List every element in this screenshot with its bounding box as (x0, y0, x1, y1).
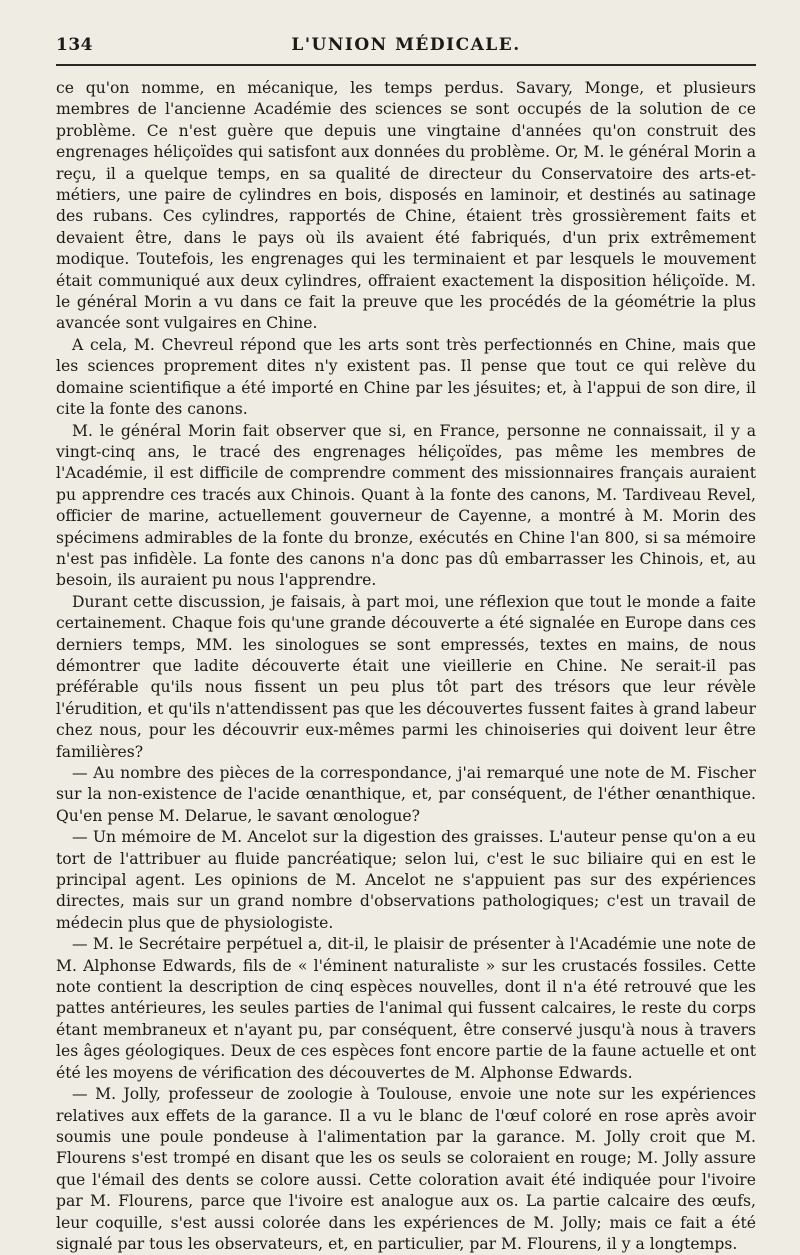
header-rule (56, 64, 756, 66)
article-body (56, 78, 756, 1255)
paragraph-chevreul-reply: A cela, M. Chevreul répond que les arts sont très perfectionnés en Chine, mais que les sciences proprement dites n'y existent pas. Il pense que tout ce qui relève du domaine scientifique a été importé en Chine par les jésuites; et, à l'appui de son dire, il cite la fonte des canons. (56, 335, 756, 419)
journal-title: L'UNION MÉDICALE. (291, 35, 521, 55)
paragraph-ancelot-memoir: — Un mémoire de M. Ancelot sur la digestion des graisses. L'auteur pense qu'on a eu tort de l'attribuer au fluide pancréatique; selon lui, c'est le suc biliaire qui en est le principal agent. Les opinions de M. Ancelot ne s'appuient pas sur des expériences directes, mais sur un grand nombre d'observations pathologiques; c'est un travail de médecin plus que de physiologiste. (56, 828, 756, 932)
paragraph-jolly-note: — M. Jolly, professeur de zoologie à Toulouse, envoie une note sur les expériences relatives aux effets de la garance. Il a vu le blanc de l'œuf coloré en rose après avoir soumis une poule pondeuse à l'alimentation par la garance. M. Jolly croit que M. Flourens s'est trompé en disant que les os seuls se coloraient en rouge; M. Jolly assure que l'émail des dents se colore aussi. Cette coloration avait été indiquée pour l'ivoire par M. Flourens, parce que l'ivoire est analogue aux os. La partie calcaire des œufs, leur coquille, s'est aussi colorée dans les expériences de M. Jolly; mais ce fait a été signalé par tous les observateurs, et, en particulier, par M. Flourens, il y a longtemps. (56, 1085, 756, 1253)
page-header (56, 0, 756, 60)
paragraph-reflection: Durant cette discussion, je faisais, à part moi, une réflexion que tout le monde a faite certainement. Chaque fois qu'une grande découverte a été signalée en Europe dans ces derniers temps, MM. les sinologues se sont empressés, textes en mains, de nous démontrer que ladite découverte était une vieillerie en Chine. Ne serait-il pas préférable qu'ils nous fissent un peu plus tôt part des trésors que leur révèle l'érudition, et qu'ils n'attendissent pas que les découvertes fussent faites à grand labeur chez nous, pour les découvrir eux-mêmes parmi les chinoiseries qui doivent leur être familières? (56, 592, 756, 761)
page-number: 134 (56, 35, 93, 55)
paragraph-edwards-note: — M. le Secrétaire perpétuel a, dit-il, le plaisir de présenter à l'Académie une note de M. Alphonse Edwards, fils de « l'éminent naturaliste » sur les crustacés fossiles. Cette note contient la description de cinq espèces nouvelles, dont il n'a été retrouvé que les pattes antérieures, les seules parties de l'animal qui fussent calcaires, le reste du corps étant membraneux et n'ayant pu, par conséquent, être conservé jusqu'à nous à travers les âges géologiques. Deux de ces espèces font encore partie de la faune actuelle et ont été les moyens de vérification des découvertes de M. Alphonse Edwards. (56, 935, 756, 1082)
paragraph-fischer-note: — Au nombre des pièces de la correspondance, j'ai remarqué une note de M. Fischer sur la non-existence de l'acide œnanthique, et, par conséquent, de l'éther œnanthique. Qu'en pense M. Delarue, le savant œnologue? (56, 764, 756, 825)
paragraph-morin-observation: M. le général Morin fait observer que si, en France, personne ne connaissait, il y a vingt-cinq ans, le tracé des engrenages héliçoïdes, pas même les membres de l'Académie, il est difficile de comprendre comment des missionnaires français auraient pu apprendre ces tracés aux Chinois. Quant à la fonte des canons, M. Tardiveau Revel, officier de marine, actuellement gouverneur de Cayenne, a montré à M. Morin des spécimens admirables de la fonte du bronze, exécutés en Chine l'an 800, si sa mémoire n'est pas infidèle. La fonte des canons n'a donc pas dû embarrasser les Chinois, et, au besoin, ils auraient pu nous l'apprendre. (56, 421, 756, 590)
paragraph-gear-history: ce qu'on nomme, en mécanique, les temps perdus. Savary, Monge, et plusieurs membres de l'ancienne Académie des sciences se sont occupés de la solution de ce problème. Ce n'est guère que depuis une vingtaine d'années qu'on construit des engrenages héliçoïdes qui satisfont aux données du problème. Or, M. le général Morin a reçu, il a quelque temps, en sa qualité de directeur du Conservatoire des arts-et-métiers, une paire de cylindres en bois, disposés en laminoir, et destinés au satinage des rubans. Ces cylindres, rapportés de Chine, étaient très grossièrement faits et devaient être, dans le pays où ils avaient été fabriqués, d'un prix extrêmement modique. Toutefois, les engrenages qui les terminaient et par lesquels le mouvement était communiqué aux deux cylindres, offraient exactement la disposition héliçoïde. M. le général Morin a vu dans ce fait la preuve que les procédés de la géométrie la plus avancée sont vulgaires en Chine. (56, 79, 756, 333)
